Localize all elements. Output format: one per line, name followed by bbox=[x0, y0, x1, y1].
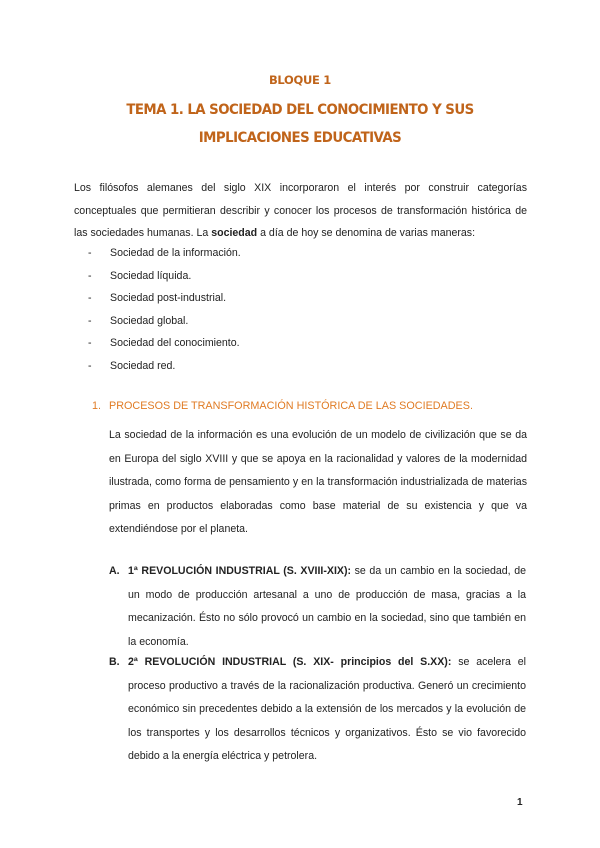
subsection-a-text: se da un cambio en la sociedad, de un modo de producción artesanal a uno de producción de masa, gracias a la mecanización. Ésto no sólo provocó un cambio en la sociedad, sino que también en la economía. bbox=[128, 565, 526, 648]
subsection-b-heading: 2ª REVOLUCIÓN INDUSTRIAL (S. XIX- principios del S.XX): bbox=[128, 656, 452, 668]
intro-bold-word: sociedad bbox=[211, 227, 258, 239]
list-dash: - bbox=[88, 269, 92, 282]
list-dash: - bbox=[88, 337, 92, 350]
block-label: BLOQUE 1 bbox=[268, 73, 332, 87]
subsection-a-label: A. bbox=[109, 565, 120, 577]
subsection-b-label: B. bbox=[109, 656, 120, 668]
subsection-b bbox=[109, 651, 526, 769]
list-item-text: Sociedad global. bbox=[110, 314, 189, 327]
list-item-text: Sociedad del conocimiento. bbox=[110, 337, 240, 350]
intro-text-after: a día de hoy se denomina de varias maneras: bbox=[257, 227, 476, 239]
list-item bbox=[88, 242, 508, 265]
list-item-text: Sociedad líquida. bbox=[110, 269, 192, 282]
list-item bbox=[88, 355, 508, 378]
section-1-body: La sociedad de la información es una evolución de un modelo de civilización que se da en Europa del siglo XVIII y que se apoya en la racionalidad y valores de la modernidad ilustrada, como forma de pensamiento y en la transformación industrializada de materias primas en productos elaboradas como base material de su existencia y que va extendiéndose por el planeta. bbox=[109, 429, 527, 535]
list-dash: - bbox=[88, 359, 92, 372]
section-1-number: 1. bbox=[92, 400, 102, 412]
intro-paragraph bbox=[74, 177, 527, 245]
society-names-list bbox=[88, 242, 508, 378]
list-dash: - bbox=[88, 247, 92, 259]
subsection-a bbox=[109, 560, 526, 654]
list-dash: - bbox=[88, 292, 92, 305]
topic-title: TEMA 1. LA SOCIEDAD DEL CONOCIMIENTO Y SUS IMPLICACIONES EDUCATIVAS bbox=[126, 102, 474, 146]
intro-text-before: Los filósofos alemanes del siglo XIX incorporaron el interés por construir categorías conceptuales que permitieran describir y conocer los procesos de transformación histórica de las sociedades humanas. La bbox=[74, 182, 527, 239]
subsection-b-text: se acelera el proceso productivo a través de la racionalización productiva. Generó un crecimiento económico sin precedentes debido a la extensión de los mercados y la evolución de los transportes y los desarrollos técnicos y organizativos. Ésto se vio favorecido debido a la energía eléctrica y petrolera. bbox=[128, 656, 526, 762]
page-number: 1 bbox=[517, 797, 523, 808]
list-item-text: Sociedad de la información. bbox=[110, 247, 241, 259]
list-item bbox=[88, 332, 508, 355]
list-item bbox=[88, 287, 508, 310]
list-item bbox=[88, 265, 508, 288]
list-dash: - bbox=[88, 314, 92, 327]
subsection-a-heading: 1ª REVOLUCIÓN INDUSTRIAL (S. XVIII-XIX): bbox=[128, 565, 352, 577]
section-1-title: PROCESOS DE TRANSFORMACIÓN HISTÓRICA DE LAS SOCIEDADES. bbox=[109, 400, 473, 412]
section-1-heading bbox=[92, 400, 532, 412]
list-item bbox=[88, 310, 508, 333]
list-item-text: Sociedad red. bbox=[110, 359, 176, 372]
list-item-text: Sociedad post-industrial. bbox=[110, 292, 227, 305]
